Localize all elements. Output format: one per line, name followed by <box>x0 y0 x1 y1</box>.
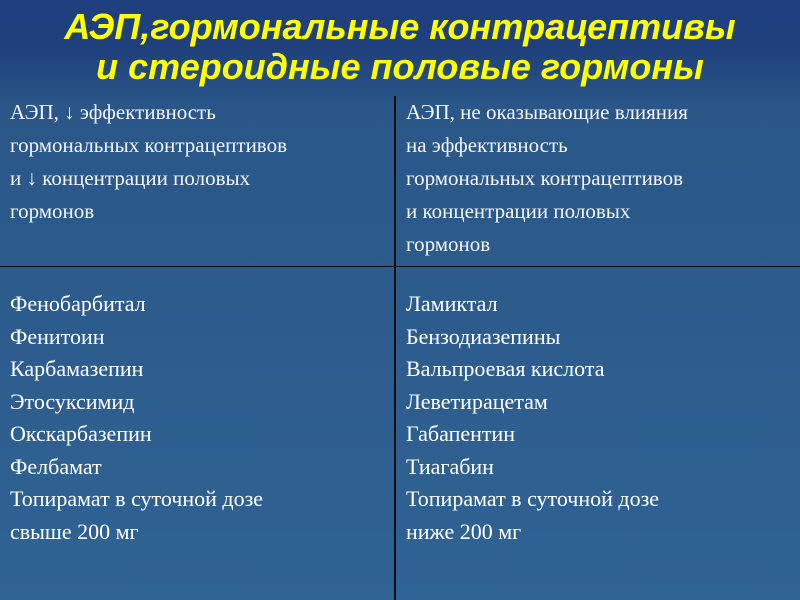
header-right-line: АЭП, не оказывающие влияния <box>406 100 688 124</box>
header-left-line: и ↓ концентрации половых <box>10 166 251 190</box>
list-item: Вальпроевая кислота <box>406 356 605 381</box>
title-line-1: АЭП,гормональные контрацептивы <box>64 6 736 47</box>
column-divider <box>394 96 396 600</box>
header-left-line: гормонов <box>10 199 95 223</box>
list-item: Габапентин <box>406 421 516 446</box>
list-item: Топирамат в суточной дозе <box>10 486 264 511</box>
header-left-line: АЭП, ↓ эффективность <box>10 100 216 124</box>
list-item: Фенобарбитал <box>10 291 146 316</box>
list-item: свыше 200 мг <box>10 518 139 544</box>
list-item: Ламиктал <box>406 291 498 316</box>
header-right-line: гормональных контрацептивов <box>406 166 683 190</box>
list-item: Фелбамат <box>10 453 102 479</box>
list-item: Леветирацетам <box>406 388 548 414</box>
drug-list-left <box>10 288 263 548</box>
slide-title <box>0 0 800 98</box>
list-item: Тиагабин <box>406 453 494 479</box>
list-item: Карбамазепин <box>10 356 144 381</box>
title-line-2: и стероидные половые гормоны <box>96 46 704 87</box>
comparison-table <box>0 96 800 600</box>
drug-list-right <box>406 288 659 548</box>
list-item: Бензодиазепины <box>406 323 561 349</box>
header-right-line: на эффективность <box>406 133 568 157</box>
header-cell-right <box>406 96 688 261</box>
list-item: Этосуксимид <box>10 388 135 414</box>
header-right-line: и концентрации половых <box>406 199 631 223</box>
list-item: Фенитоин <box>10 323 105 349</box>
row-divider <box>0 266 800 267</box>
list-item: Окскарбазепин <box>10 421 152 446</box>
list-item: ниже 200 мг <box>406 518 522 544</box>
header-left-line: гормональных контрацептивов <box>10 133 287 157</box>
list-item: Топирамат в суточной дозе <box>406 486 660 511</box>
header-cell-left <box>10 96 287 228</box>
header-right-line: гормонов <box>406 232 491 256</box>
